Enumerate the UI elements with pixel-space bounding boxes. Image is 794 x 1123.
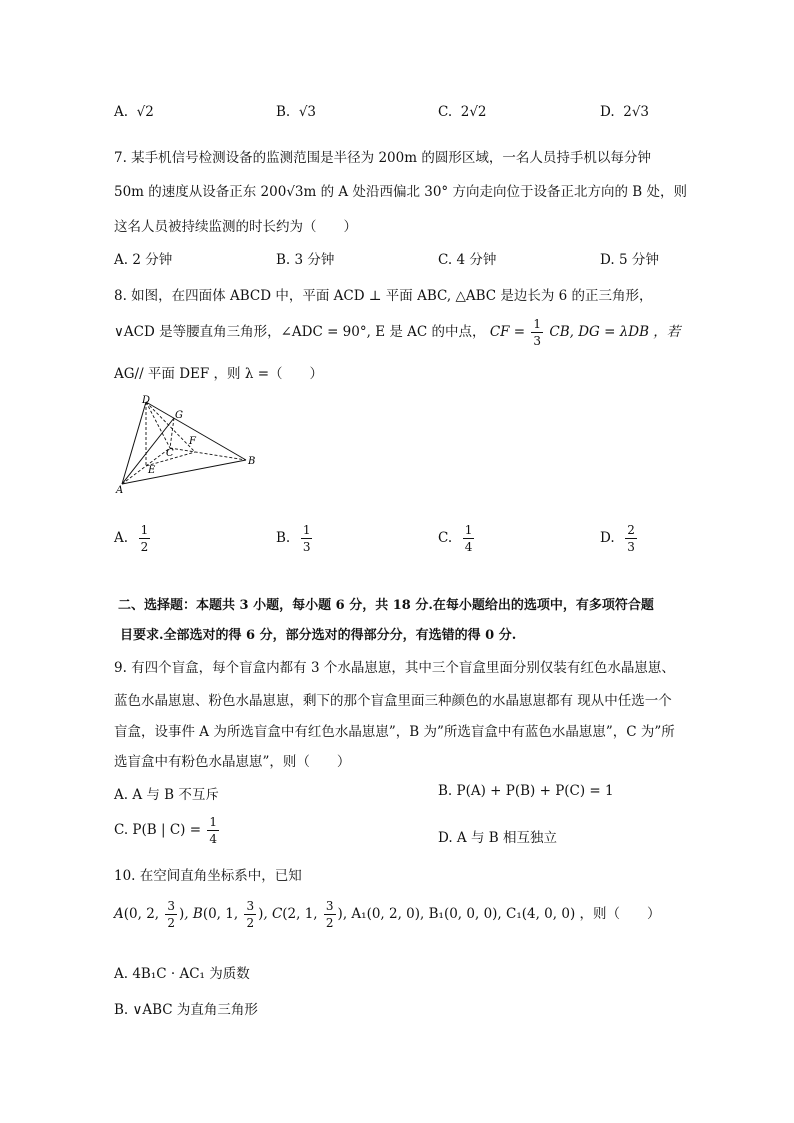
q7-option-d: D. 5 分钟 (600, 252, 659, 268)
q8-option-b: B. $\frac{1}{3}$ (276, 523, 311, 554)
section-2-line-1: 二、选择题：本题共 3 小题，每小题 6 分，共 18 分.在每小题给出的选项中，有多项符合题 (118, 598, 654, 613)
q10-option-b: B. ∨ABC 为直角三角形 (114, 1002, 258, 1018)
q7-option-c: C. 4 分钟 (438, 252, 497, 268)
edge-ab (122, 460, 246, 484)
label-f: F (189, 436, 196, 447)
q9-line-2: 蓝色水晶崽崽、粉色水晶崽崽，剩下的那个盲盒里面三种颜色的水晶崽崽都有 现从中任选一个 (114, 693, 672, 709)
q8-line-2b: CF = (489, 324, 526, 340)
edge-ad (122, 402, 146, 484)
label-e: E (148, 465, 156, 476)
label-a: A (116, 485, 124, 496)
q8-line-3: AG// 平面 DEF ，则 λ =（ ） (114, 366, 323, 382)
edge-cb (170, 448, 246, 460)
label-d: D (142, 395, 151, 406)
q9-option-a: A. A 与 B 不互斥 (114, 787, 219, 803)
q10-points-line: A(0, 2, $\frac{3}{2}$ ), B(0, 1, $\frac{3}{2}$ ), C(2, 1, $\frac{3}{2}$ ), A₁(0, 2, 0), B₁(0, 0, 0), C₁(4, 0, 0) ，则（ ） (114, 899, 661, 930)
q7-line-3: 这名人员被持续监测的时长约为（ ） (114, 219, 357, 235)
q7-option-b: B. 3 分钟 (276, 252, 335, 268)
q8-line-1: 8. 如图，在四面体 ABCD 中，平面 ACD ⊥ 平面 ABC, △ABC 是边长为 6 的正三角形， (114, 288, 653, 304)
section-2-line-2: 目要求.全部选对的得 6 分，部分选对的得部分分，有选错的得 0 分. (120, 628, 517, 643)
q7-line-1: 7. 某手机信号检测设备的监测范围是半径为 200m 的圆形区域，一名人员持手机以每分钟 (114, 150, 651, 166)
q8-option-c: C. $\frac{1}{4}$ (438, 523, 473, 554)
label-g: G (175, 410, 183, 421)
q9-option-d: D. A 与 B 相互独立 (438, 830, 557, 846)
q8-line-2 (114, 318, 680, 347)
label-b: B (248, 456, 256, 467)
q7-line-2: 50m 的速度从设备正东 200√3m 的 A 处沿西偏北 30° 方向走向位于设备正北方向的 B 处，则 (114, 184, 687, 200)
q9-option-c: C. P(B | C) = $\frac{1}{4}$ (114, 815, 217, 846)
q8-option-d: D. $\frac{2}{3}$ (600, 523, 635, 554)
q6-option-c: C. 2√2 (438, 104, 487, 120)
q8-fraction: $\frac{1}{3}$ (533, 317, 542, 348)
q8-line-2a: ∨ACD 是等腰直角三角形，∠ADC = 90°, E 是 AC 的中点， (114, 324, 486, 340)
q9-option-b: B. P(A) + P(B) + P(C) = 1 (438, 783, 614, 799)
q7-option-a: A. 2 分钟 (114, 252, 173, 268)
q8-line-2c: CB, DG = λDB ，若 (549, 324, 681, 340)
q8-tetrahedron-figure (112, 392, 272, 496)
q6-option-a: A. √2 (114, 104, 154, 120)
q8-option-a: A. $\frac{1}{2}$ (114, 523, 149, 554)
q10-option-a: A. 4B₁C · AC₁ 为质数 (114, 966, 250, 982)
label-c: C (166, 448, 174, 459)
q9-line-4: 选盲盒中有粉色水晶崽崽”，则（ ） (114, 754, 351, 770)
q6-option-b: B. √3 (276, 104, 317, 120)
q9-line-1: 9. 有四个盲盒，每个盲盒内都有 3 个水晶崽崽，其中三个盲盒里面分别仅装有红色水晶崽崽、 (114, 660, 675, 676)
q6-option-d: D. 2√3 (600, 104, 650, 120)
q9-line-3: 盲盒，设事件 A 为所选盲盒中有红色水晶崽崽”，B 为”所选盲盒中有蓝色水晶崽崽”，C 为”所 (114, 724, 675, 740)
q10-line-1: 10. 在空间直角坐标系中，已知 (114, 868, 302, 884)
